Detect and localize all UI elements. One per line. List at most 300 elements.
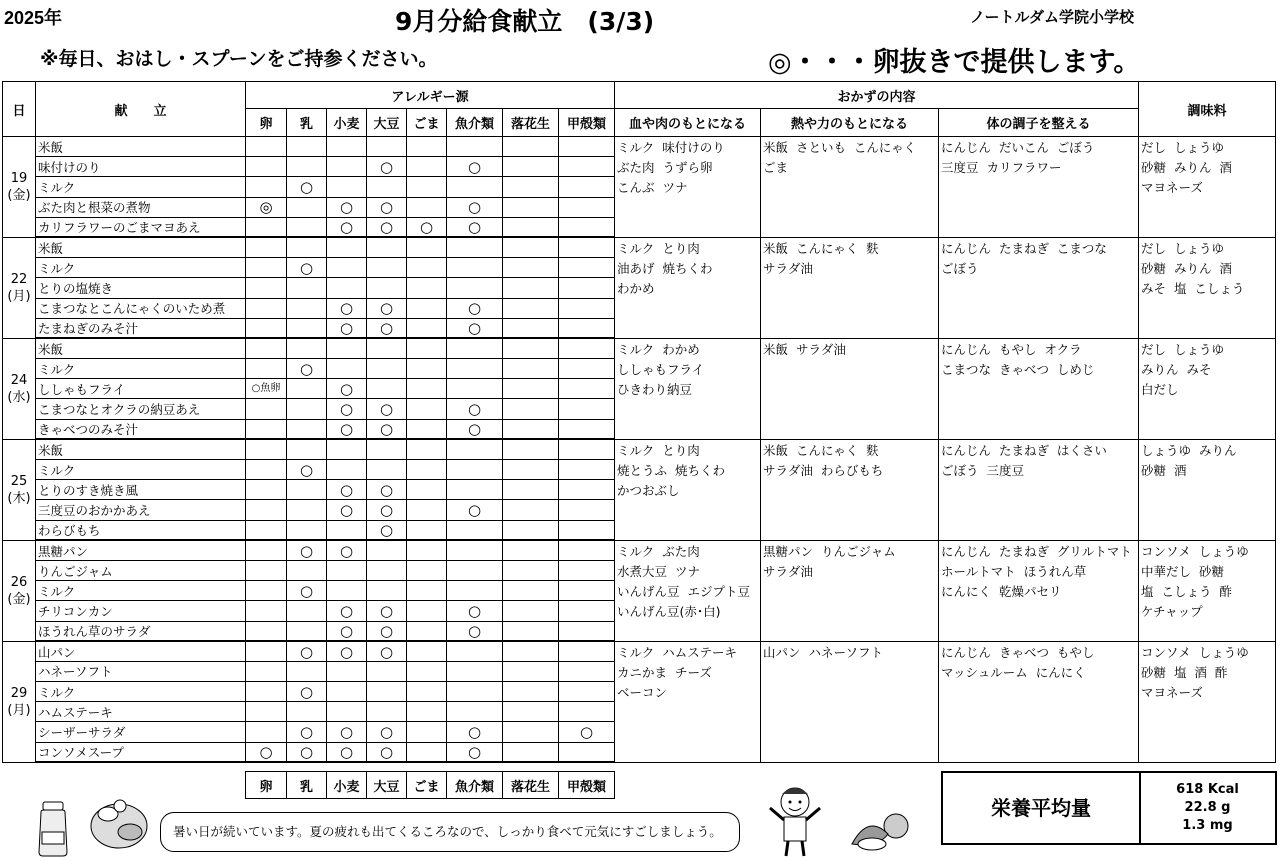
allergen-mark [503,419,559,439]
allergen-mark: ○ [327,722,367,742]
allergen-mark: ○ [367,601,407,621]
allergen-mark [327,460,367,480]
allergen-mark [407,460,447,480]
allergen-mark [287,278,327,298]
allergen-mark [503,500,559,520]
footer-allergen: 落花生 [503,772,559,799]
dish-name: こまつなとオクラの納豆あえ [36,399,246,419]
dish-name: 米飯 [36,137,246,157]
allergen-footer [245,771,615,799]
allergen-mark [447,641,503,661]
footer-allergen: 魚介類 [447,772,503,799]
allergen-mark [407,742,447,762]
allergen-mark [407,359,447,379]
allergen-mark [559,298,615,318]
allergen-mark [559,217,615,237]
allergen-mark [559,379,615,399]
body-ingredients: にんじん たまねぎ はくさい ごぼう 三度豆 [939,439,1139,540]
message-bubble: 暑い日が続いています。夏の疲れも出てくるころなので、しっかり食べて元気にすごしましょう。 [160,812,740,852]
allergen-mark [407,480,447,500]
day-cell [3,540,36,641]
allergen-mark [246,460,287,480]
egg-note: ◎・・・卵抜きで提供します。 [768,47,1141,78]
header-allergen: 乳 [287,109,327,137]
header-body: 体の調子を整える [939,109,1139,137]
allergen-mark [327,581,367,601]
allergen-mark [447,278,503,298]
menu-body [3,137,1276,763]
allergen-mark [407,560,447,580]
allergen-mark [447,520,503,540]
dish-row [3,237,1276,257]
allergen-mark [559,702,615,722]
allergen-mark: ○ [327,197,367,217]
allergen-mark [367,177,407,197]
allergen-mark [559,460,615,480]
allergen-mark [559,258,615,278]
allergen-mark [503,359,559,379]
allergen-mark [246,641,287,661]
allergen-mark [367,237,407,257]
dish-name: こまつなとこんにゃくのいため煮 [36,298,246,318]
allergen-mark [407,379,447,399]
allergen-mark [559,682,615,702]
seasoning-ingredients: しょうゆ みりん 砂糖 酒 [1139,439,1276,540]
allergen-mark [447,540,503,560]
seasoning-ingredients: コンソメ しょうゆ 中華だし 砂糖 塩 こしょう 酢 ケチャップ [1139,540,1276,641]
allergen-mark [503,197,559,217]
dish-name: ハムステーキ [36,702,246,722]
header-allergen: 小麦 [327,109,367,137]
allergen-mark [327,278,367,298]
dish-name: ほうれん草のサラダ [36,621,246,641]
allergen-mark: ○ [287,540,327,560]
allergen-mark [503,338,559,358]
allergen-mark [246,237,287,257]
allergen-mark [407,399,447,419]
allergen-mark [559,641,615,661]
dish-name: きゃべつのみそ汁 [36,419,246,439]
allergen-mark [559,419,615,439]
allergen-mark [287,500,327,520]
body-ingredients: にんじん たまねぎ グリルトマト ホールトマト ほうれん草 にんにく 乾燥パセリ [939,540,1139,641]
allergen-mark: ○ [287,641,327,661]
allergen-mark: ○ [287,258,327,278]
dish-name: たまねぎのみそ汁 [36,318,246,338]
allergen-mark [367,379,407,399]
allergen-mark [327,237,367,257]
allergen-mark [367,278,407,298]
allergen-mark [367,661,407,681]
allergen-mark [246,722,287,742]
allergen-mark [246,258,287,278]
header-seasoning: 調味料 [1139,82,1276,137]
heat-ingredients: 黒糖パン りんごジャム サラダ油 [761,540,939,641]
allergen-mark [407,197,447,217]
allergen-mark [447,702,503,722]
allergen-mark: ○ [367,217,407,237]
dish-name: とりの塩焼き [36,278,246,298]
allergen-mark [246,157,287,177]
allergen-mark [503,460,559,480]
allergen-mark [503,601,559,621]
header-allergen: 魚介類 [447,109,503,137]
day-number: 26 [10,574,28,590]
day-number: 29 [10,685,28,701]
allergen-mark: ○ [327,379,367,399]
allergen-mark [287,379,327,399]
allergen-mark [407,641,447,661]
dish-name: カリフラワーのごまマヨあえ [36,217,246,237]
dish-name: 味付けのり [36,157,246,177]
allergen-mark [287,318,327,338]
allergen-mark [367,359,407,379]
allergen-mark [246,661,287,681]
blood-ingredients: ミルク わかめ ししゃもフライ ひきわり納豆 [615,338,761,439]
allergen-mark [367,439,407,459]
dish-row [3,137,1276,157]
dish-name: ミルク [36,177,246,197]
dish-name: ししゃもフライ [36,379,246,399]
day-number: 24 [10,372,28,388]
allergen-mark [246,419,287,439]
nutrition-kcal: 618 Kcal [1176,782,1239,797]
allergen-mark: ○ [327,399,367,419]
allergen-mark [327,661,367,681]
allergen-mark: ○ [447,157,503,177]
allergen-mark: ○ [447,318,503,338]
allergen-mark [246,359,287,379]
allergen-mark [503,217,559,237]
allergen-mark [407,581,447,601]
allergen-mark [287,480,327,500]
year-label: 2025年 [4,8,63,28]
header-contents-group: おかずの内容 [615,82,1139,109]
dish-name: 三度豆のおかかあえ [36,500,246,520]
day-cell [3,641,36,762]
day-weekday: (月) [7,702,31,718]
food-group-icon [86,790,152,852]
allergen-mark [327,439,367,459]
blood-ingredients: ミルク とり肉 焼とうふ 焼ちくわ かつおぶし [615,439,761,540]
allergen-mark [287,621,327,641]
allergen-mark [559,137,615,157]
nutrition-label: 栄養平均量 [941,771,1141,845]
allergen-mark [407,520,447,540]
allergen-mark [407,500,447,520]
allergen-mark [246,439,287,459]
day-weekday: (木) [7,490,31,506]
allergen-mark [559,318,615,338]
heat-ingredients: 米飯 サラダ油 [761,338,939,439]
school-name: ノートルダム学院小学校 [970,8,1134,26]
footer-allergen: 大豆 [367,772,407,799]
allergen-mark: ○ [287,682,327,702]
dish-name: ぶた肉と根菜の煮物 [36,197,246,217]
allergen-mark [503,399,559,419]
allergen-mark: ○ [287,359,327,379]
heat-ingredients: 米飯 さといも こんにゃく ごま [761,137,939,238]
footer-allergen: 小麦 [327,772,367,799]
allergen-mark [559,278,615,298]
allergen-mark [327,137,367,157]
header-heat: 熱や力のもとになる [761,109,939,137]
allergen-mark [407,540,447,560]
allergen-mark [246,399,287,419]
allergen-mark [367,540,407,560]
allergen-mark [407,137,447,157]
allergen-mark [407,439,447,459]
allergen-mark: ○魚卵 [246,379,287,399]
allergen-mark [407,298,447,318]
allergen-mark [287,601,327,621]
allergen-mark [503,480,559,500]
allergen-mark [407,258,447,278]
allergen-mark [287,661,327,681]
allergen-mark [559,359,615,379]
dish-name: コンソメスープ [36,742,246,762]
allergen-mark: ○ [367,298,407,318]
body-ingredients: にんじん たまねぎ こまつな ごぼう [939,237,1139,338]
allergen-mark [447,177,503,197]
allergen-mark: ○ [447,197,503,217]
dish-name: ミルク [36,682,246,702]
page-title: 9月分給食献立 (3/3) [395,7,655,36]
allergen-mark [503,379,559,399]
allergen-mark: ◎ [246,197,287,217]
dish-row [3,540,1276,560]
dish-name: 山パン [36,641,246,661]
nutrition-values [1140,771,1277,845]
heat-ingredients: 米飯 こんにゃく 麩 サラダ油 [761,237,939,338]
allergen-mark [246,480,287,500]
allergen-mark: ○ [287,742,327,762]
day-weekday: (水) [7,389,31,405]
allergen-mark [246,682,287,702]
allergen-mark [559,237,615,257]
allergen-mark: ○ [367,742,407,762]
heat-ingredients: 山パン ハネーソフト [761,641,939,762]
allergen-mark [246,560,287,580]
allergen-mark [503,661,559,681]
allergen-mark [447,258,503,278]
allergen-mark: ○ [367,318,407,338]
allergen-mark [246,540,287,560]
allergen-mark [559,601,615,621]
allergen-mark: ○ [407,217,447,237]
allergen-mark [327,258,367,278]
header-allergen: 甲殻類 [559,109,615,137]
allergen-mark: ○ [327,298,367,318]
allergen-mark [367,560,407,580]
allergen-mark [407,237,447,257]
allergen-mark [559,439,615,459]
allergen-mark [559,197,615,217]
allergen-mark [407,318,447,338]
allergen-mark [407,338,447,358]
allergen-mark [407,702,447,722]
allergen-mark [327,702,367,722]
allergen-mark: ○ [367,621,407,641]
day-number: 25 [10,473,28,489]
blood-ingredients: ミルク ハムステーキ カニかま チーズ ベーコン [615,641,761,762]
allergen-mark [503,278,559,298]
allergen-mark: ○ [447,722,503,742]
allergen-mark [246,581,287,601]
allergen-mark [503,722,559,742]
allergen-mark [559,661,615,681]
day-number: 19 [10,170,28,186]
menu-table [2,81,1276,763]
allergen-mark [287,399,327,419]
header-blood: 血や肉のもとになる [615,109,761,137]
allergen-mark [503,742,559,762]
allergen-mark [287,560,327,580]
dish-name: ハネーソフト [36,661,246,681]
allergen-mark [287,419,327,439]
allergen-mark: ○ [327,318,367,338]
allergen-mark [503,258,559,278]
allergen-mark [447,379,503,399]
seasoning-ingredients: コンソメ しょうゆ 砂糖 塩 酒 酢 マヨネーズ [1139,641,1276,762]
header-allergen: 卵 [246,109,287,137]
allergen-mark [503,560,559,580]
allergen-mark [503,540,559,560]
allergen-mark: ○ [367,641,407,661]
seasoning-ingredients: だし しょうゆ 砂糖 みりん 酒 マヨネーズ [1139,137,1276,238]
header-allergen: ごま [407,109,447,137]
allergen-mark [503,581,559,601]
allergen-mark: ○ [367,197,407,217]
allergen-mark [447,560,503,580]
allergen-mark [503,702,559,722]
allergen-mark [447,338,503,358]
allergen-mark [246,217,287,237]
dish-name: シーザーサラダ [36,722,246,742]
allergen-mark [447,359,503,379]
allergen-mark [559,338,615,358]
allergen-mark: ○ [367,419,407,439]
allergen-mark [559,157,615,177]
allergen-mark [246,177,287,197]
allergen-mark [503,177,559,197]
allergen-mark [287,702,327,722]
allergen-mark [447,439,503,459]
header-menu: 献 立 [36,82,246,137]
child-cheering-icon [760,782,830,858]
allergen-mark [407,621,447,641]
allergen-mark [327,157,367,177]
allergen-mark [503,157,559,177]
allergen-mark [246,621,287,641]
allergen-mark: ○ [327,641,367,661]
allergen-mark: ○ [327,419,367,439]
allergen-mark [559,581,615,601]
allergen-mark [503,298,559,318]
allergen-mark [407,278,447,298]
allergen-mark: ○ [327,742,367,762]
allergen-mark [447,480,503,500]
header-allergen: 大豆 [367,109,407,137]
allergen-mark [367,137,407,157]
dish-name: ミルク [36,359,246,379]
allergen-mark [367,581,407,601]
allergen-mark [407,157,447,177]
footer-allergen: ごま [407,772,447,799]
allergen-mark [287,197,327,217]
allergen-mark: ○ [447,217,503,237]
nutrition-protein: 22.8 g [1184,800,1231,815]
day-number: 22 [10,271,28,287]
allergen-mark [503,439,559,459]
allergen-mark: ○ [287,581,327,601]
dish-row [3,338,1276,358]
allergen-mark: ○ [447,399,503,419]
day-cell [3,338,36,439]
allergen-mark [367,258,407,278]
allergen-mark [407,601,447,621]
dish-name: 米飯 [36,237,246,257]
footer-allergen: 甲殻類 [559,772,615,799]
allergen-mark: ○ [367,480,407,500]
allergen-mark [503,318,559,338]
allergen-mark [503,237,559,257]
allergen-mark [246,298,287,318]
dish-name: 米飯 [36,439,246,459]
allergen-mark [407,661,447,681]
milk-bottle-icon [34,800,72,858]
body-ingredients: にんじん もやし オクラ こまつな きゃべつ しめじ [939,338,1139,439]
dish-name: ミルク [36,258,246,278]
body-ingredients: にんじん だいこん ごぼう 三度豆 カリフラワー [939,137,1139,238]
allergen-mark: ○ [447,742,503,762]
allergen-mark [287,298,327,318]
allergen-mark [327,560,367,580]
dish-name: 米飯 [36,338,246,358]
allergen-mark: ○ [327,540,367,560]
heat-ingredients: 米飯 こんにゃく 麩 サラダ油 わらびもち [761,439,939,540]
allergen-mark [559,480,615,500]
allergen-mark [287,439,327,459]
vegetables-icon [848,804,912,852]
allergen-mark [327,359,367,379]
allergen-mark [246,278,287,298]
allergen-mark [407,682,447,702]
allergen-mark [287,157,327,177]
allergen-mark [447,661,503,681]
allergen-mark: ○ [447,298,503,318]
chopsticks-note: ※毎日、おはし・スプーンをご持参ください。 [40,48,438,70]
nutrition-salt: 1.3 mg [1182,818,1233,833]
allergen-mark [447,237,503,257]
allergen-mark [559,742,615,762]
allergen-mark [287,137,327,157]
footer-allergen: 乳 [287,772,327,799]
allergen-mark: ○ [246,742,287,762]
allergen-mark [327,520,367,540]
allergen-mark: ○ [327,500,367,520]
allergen-mark: ○ [287,177,327,197]
day-weekday: (月) [7,288,31,304]
allergen-mark [503,520,559,540]
allergen-mark [287,520,327,540]
footer-allergen: 卵 [246,772,287,799]
allergen-mark: ○ [559,722,615,742]
blood-ingredients: ミルク 味付けのり ぶた肉 うずら卵 こんぶ ツナ [615,137,761,238]
allergen-mark [327,177,367,197]
allergen-mark: ○ [367,520,407,540]
dish-name: りんごジャム [36,560,246,580]
